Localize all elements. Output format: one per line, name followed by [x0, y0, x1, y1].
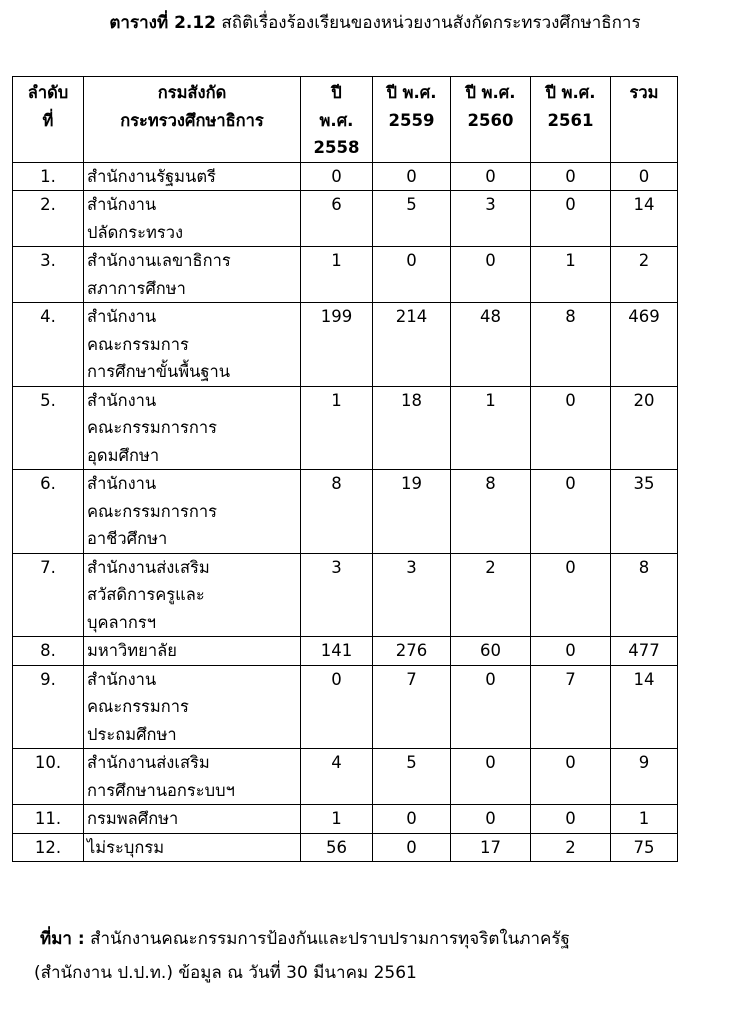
value-2558: 141 [301, 637, 373, 666]
value-2561: 2 [531, 833, 611, 862]
value-2560: 2 [451, 553, 531, 637]
rank-cell: 3. [13, 247, 84, 303]
header-year-2558 [301, 77, 373, 163]
value-2558: 1 [301, 386, 373, 470]
value-2559: 214 [373, 303, 451, 387]
value-2560: 0 [451, 805, 531, 834]
rank-cell: 4. [13, 303, 84, 387]
org-cell [84, 553, 301, 637]
caption-label: ตารางที่ 2.12 [109, 13, 217, 33]
value-2561: 1 [531, 247, 611, 303]
org-line: คณะกรรมการการ [87, 501, 218, 521]
value-2560: 60 [451, 637, 531, 666]
org-cell [84, 665, 301, 749]
value-2560: 17 [451, 833, 531, 862]
org-line: สำนักงานเลขาธิการ [87, 251, 231, 270]
value-2561: 8 [531, 303, 611, 387]
table-caption [0, 10, 750, 36]
value-total: 20 [611, 386, 678, 470]
header-org [84, 77, 301, 163]
org-line: คณะกรรมการ [87, 697, 189, 716]
value-total: 0 [611, 162, 678, 191]
rank-cell: 11. [13, 805, 84, 834]
table-row [13, 470, 678, 554]
value-total: 1 [611, 805, 678, 834]
org-line: คณะกรรมการ [87, 334, 189, 354]
header-line: กรมสังกัด [157, 83, 227, 102]
org-line: ประถมศึกษา [87, 724, 177, 744]
rank-cell: 1. [13, 162, 84, 191]
value-2559: 3 [373, 553, 451, 637]
value-total: 9 [611, 749, 678, 805]
value-total: 477 [611, 637, 678, 666]
value-2559: 0 [373, 162, 451, 191]
value-2560: 0 [451, 665, 531, 749]
org-line: สำนักงานส่งเสริม [87, 557, 210, 577]
org-line: สำนักงาน [87, 474, 157, 493]
org-cell [84, 303, 301, 387]
value-2558: 199 [301, 303, 373, 387]
org-line: สำนักงาน [87, 669, 157, 689]
org-line: ปลัดกระทรวง [87, 222, 184, 242]
header-line: ปี พ.ศ. [545, 83, 596, 102]
table-row [13, 191, 678, 247]
header-line: กระทรวงศึกษาธิการ [120, 110, 264, 130]
value-total: 2 [611, 247, 678, 303]
value-2559: 0 [373, 247, 451, 303]
rank-cell: 6. [13, 470, 84, 554]
org-line: สำนักงาน [87, 307, 157, 326]
table-row [13, 386, 678, 470]
org-cell [84, 191, 301, 247]
header-total [611, 77, 678, 163]
value-2559: 7 [373, 665, 451, 749]
caption-text: สถิติเรื่องร้องเรียนของหน่วยงานสังกัดกระทรวงศึกษาธิการ [221, 13, 641, 33]
value-2561: 0 [531, 637, 611, 666]
header-line: ปี [331, 83, 342, 102]
value-2560: 1 [451, 386, 531, 470]
value-2559: 5 [373, 749, 451, 805]
org-line: ไม่ระบุกรม [87, 837, 165, 857]
header-line: 2558 [313, 138, 360, 157]
org-line: สำนักงานส่งเสริม [87, 753, 210, 772]
value-2561: 0 [531, 805, 611, 834]
value-2561: 7 [531, 665, 611, 749]
value-2559: 276 [373, 637, 451, 666]
value-2560: 48 [451, 303, 531, 387]
complaints-table [12, 76, 678, 862]
table-row [13, 833, 678, 862]
header-year-2561 [531, 77, 611, 163]
header-year-2559 [373, 77, 451, 163]
value-2561: 0 [531, 470, 611, 554]
org-line: สำนักงาน [87, 195, 157, 214]
org-line: อุดมศึกษา [87, 445, 160, 465]
value-2561: 0 [531, 553, 611, 637]
value-total: 8 [611, 553, 678, 637]
org-line: สำนักงาน [87, 390, 157, 410]
header-rank [13, 77, 84, 163]
value-2558: 1 [301, 805, 373, 834]
table-row [13, 303, 678, 387]
value-2559: 0 [373, 833, 451, 862]
value-2561: 0 [531, 386, 611, 470]
org-line: อาชีวศึกษา [87, 529, 168, 548]
header-year-2560 [451, 77, 531, 163]
header-line: 2559 [388, 110, 435, 130]
value-2558: 1 [301, 247, 373, 303]
org-line: คณะกรรมการการ [87, 418, 218, 437]
value-total: 469 [611, 303, 678, 387]
org-line: สำนักงานรัฐมนตรี [87, 166, 216, 186]
header-line: 2560 [467, 110, 514, 130]
value-2558: 3 [301, 553, 373, 637]
table-row [13, 805, 678, 834]
rank-cell: 2. [13, 191, 84, 247]
source-note [34, 922, 740, 990]
value-2561: 0 [531, 749, 611, 805]
value-total: 75 [611, 833, 678, 862]
value-2561: 0 [531, 162, 611, 191]
org-cell [84, 247, 301, 303]
value-2560: 0 [451, 162, 531, 191]
value-total: 14 [611, 191, 678, 247]
value-total: 14 [611, 665, 678, 749]
rank-cell: 7. [13, 553, 84, 637]
org-cell [84, 386, 301, 470]
value-2559: 19 [373, 470, 451, 554]
header-line: ปี พ.ศ. [465, 83, 516, 102]
rank-cell: 8. [13, 637, 84, 666]
org-cell [84, 470, 301, 554]
rank-cell: 5. [13, 386, 84, 470]
value-2560: 8 [451, 470, 531, 554]
org-cell [84, 805, 301, 834]
org-line: การศึกษานอกระบบฯ [87, 780, 235, 800]
org-line: บุคลากรฯ [87, 612, 157, 632]
value-2560: 0 [451, 749, 531, 805]
table-row [13, 553, 678, 637]
value-2560: 3 [451, 191, 531, 247]
value-2558: 8 [301, 470, 373, 554]
rank-cell: 12. [13, 833, 84, 862]
org-cell [84, 749, 301, 805]
org-line: การศึกษาขั้นพื้นฐาน [87, 362, 231, 381]
org-cell [84, 162, 301, 191]
org-line: สภาการศึกษา [87, 278, 186, 298]
header-line: ที่ [42, 110, 54, 130]
table-row [13, 162, 678, 191]
value-2560: 0 [451, 247, 531, 303]
value-2559: 5 [373, 191, 451, 247]
header-row [13, 77, 678, 163]
value-2558: 4 [301, 749, 373, 805]
org-cell [84, 637, 301, 666]
header-line: รวม [629, 83, 659, 102]
header-line: ปี พ.ศ. [386, 83, 437, 102]
value-2559: 18 [373, 386, 451, 470]
org-cell [84, 833, 301, 862]
value-2559: 0 [373, 805, 451, 834]
rank-cell: 10. [13, 749, 84, 805]
value-total: 35 [611, 470, 678, 554]
header-line: 2561 [547, 110, 594, 130]
rank-cell: 9. [13, 665, 84, 749]
org-line: กรมพลศึกษา [87, 809, 179, 828]
value-2558: 6 [301, 191, 373, 247]
value-2558: 0 [301, 665, 373, 749]
value-2558: 56 [301, 833, 373, 862]
header-line: พ.ศ. [319, 110, 354, 130]
table-row [13, 749, 678, 805]
source-label: ที่มา : [40, 929, 85, 949]
value-2561: 0 [531, 191, 611, 247]
source-line-2: (สำนักงาน ป.ป.ท.) ข้อมูล ณ วันที่ 30 มีนาคม 2561 [34, 963, 417, 983]
table-row [13, 665, 678, 749]
header-line: ลำดับ [27, 83, 69, 102]
table-row [13, 247, 678, 303]
value-2558: 0 [301, 162, 373, 191]
table-row [13, 637, 678, 666]
org-line: มหาวิทยาลัย [87, 641, 177, 660]
source-line-1: สำนักงานคณะกรรมการป้องกันและปราบปรามการทุจริตในภาครัฐ [90, 929, 570, 949]
org-line: สวัสดิการครูและ [87, 585, 205, 604]
